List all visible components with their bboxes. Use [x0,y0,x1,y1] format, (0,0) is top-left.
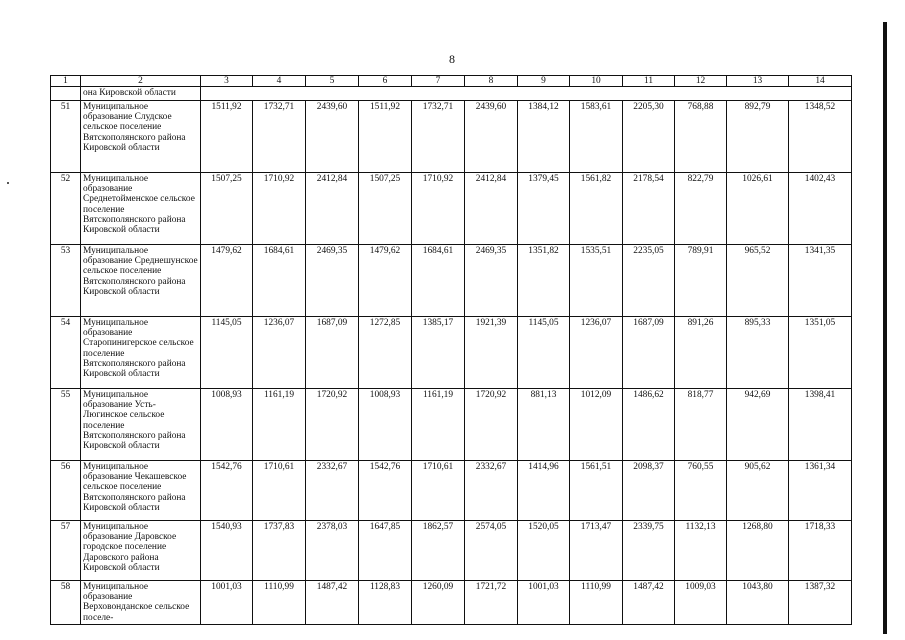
value-cell: 1351,82 [518,244,570,316]
value-cell: 2235,05 [623,244,675,316]
value-cell: 1721,72 [465,580,518,624]
row-number: 53 [51,244,81,316]
value-cell: 2574,05 [465,520,518,580]
value-cell: 1687,09 [306,316,359,388]
row-number: 57 [51,520,81,580]
value-cell: 1479,62 [201,244,253,316]
value-cell: 2469,35 [306,244,359,316]
municipality-name: Муниципальное образование Чекашевское сельское поселение Вятскополянского района Кировской области [81,460,201,520]
value-cell: 1921,39 [465,316,518,388]
row-number: 56 [51,460,81,520]
value-cell: 1561,82 [570,172,623,244]
value-cell: 2332,67 [306,460,359,520]
value-cell: 1110,99 [570,580,623,624]
column-header-11: 11 [623,76,675,87]
value-cell: 1361,34 [789,460,852,520]
value-cell: 2378,03 [306,520,359,580]
value-cell: 1385,17 [412,316,465,388]
table-row [51,316,852,388]
table-row [51,520,852,580]
page-number: 8 [449,52,455,66]
column-header-7: 7 [412,76,465,87]
value-cell: 1379,45 [518,172,570,244]
column-header-5: 5 [306,76,359,87]
column-header-14: 14 [789,76,852,87]
value-cell: 1732,71 [253,100,306,172]
value-cell: 1710,92 [253,172,306,244]
column-header-1: 1 [51,76,81,87]
value-cell: 1710,92 [412,172,465,244]
column-header-4: 4 [253,76,306,87]
value-cell: 1260,09 [412,580,465,624]
value-cell: 1487,42 [623,580,675,624]
scan-speck [7,182,9,184]
value-cell: 1398,41 [789,388,852,460]
data-table [50,75,852,625]
value-cell: 2205,30 [623,100,675,172]
column-header-2: 2 [81,76,201,87]
table-row [51,100,852,172]
value-cell: 822,79 [675,172,727,244]
value-cell: 1414,96 [518,460,570,520]
value-cell: 768,88 [675,100,727,172]
value-cell: 1561,51 [570,460,623,520]
value-cell: 1732,71 [412,100,465,172]
value-cell: 2412,84 [465,172,518,244]
value-cell: 1132,13 [675,520,727,580]
column-header-13: 13 [727,76,789,87]
value-cell: 1542,76 [359,460,412,520]
value-cell: 1043,80 [727,580,789,624]
row-number: 55 [51,388,81,460]
value-cell: 1387,32 [789,580,852,624]
value-cell: 1009,03 [675,580,727,624]
value-cell: 1402,43 [789,172,852,244]
value-cell: 1487,42 [306,580,359,624]
value-cell: 1720,92 [306,388,359,460]
value-cell: 2439,60 [465,100,518,172]
value-cell: 1647,85 [359,520,412,580]
municipality-name: Муниципальное образование Старопинигерское сельское поселение Вятскополянского района Кировской области [81,316,201,388]
value-cell: 1687,09 [623,316,675,388]
municipality-name: Муниципальное образование Даровское городское поселение Даровского района Кировской области [81,520,201,580]
value-cell: 1507,25 [359,172,412,244]
value-cell: 1862,57 [412,520,465,580]
value-cell: 1684,61 [412,244,465,316]
value-cell: 1161,19 [253,388,306,460]
value-cell: 1236,07 [570,316,623,388]
value-cell: 1145,05 [201,316,253,388]
value-cell: 2332,67 [465,460,518,520]
row-number: 58 [51,580,81,624]
scan-edge-line [883,22,887,634]
value-cell: 1341,35 [789,244,852,316]
table-row [51,244,852,316]
value-cell: 1737,83 [253,520,306,580]
row-number: 51 [51,100,81,172]
value-cell: 2178,54 [623,172,675,244]
value-cell: 1542,76 [201,460,253,520]
value-cell: 891,26 [675,316,727,388]
column-header-12: 12 [675,76,727,87]
table-header-row [51,76,852,87]
table-row [51,460,852,520]
municipality-name: Муниципальное образование Среднетойменское сельское поселение Вятскополянского района Кировской области [81,172,201,244]
table-row [51,172,852,244]
municipality-name: Муниципальное образование Среднешунское сельское поселение Вятскополянского района Кировской области [81,244,201,316]
value-cell: 2439,60 [306,100,359,172]
value-cell: 1268,80 [727,520,789,580]
value-cell: 1720,92 [465,388,518,460]
value-cell: 1026,61 [727,172,789,244]
value-cell: 2098,37 [623,460,675,520]
municipality-name: Муниципальное образование Верховонданское сельское поселе- [81,580,201,624]
value-cell: 1384,12 [518,100,570,172]
value-cell: 942,69 [727,388,789,460]
value-cell: 1008,93 [201,388,253,460]
value-cell: 818,77 [675,388,727,460]
value-cell: 1161,19 [412,388,465,460]
value-cell: 1710,61 [253,460,306,520]
value-cell: 2412,84 [306,172,359,244]
continuation-text: она Кировской области [81,87,201,100]
value-cell: 892,79 [727,100,789,172]
value-cell: 760,55 [675,460,727,520]
value-cell: 895,33 [727,316,789,388]
value-cell: 1001,03 [201,580,253,624]
column-header-6: 6 [359,76,412,87]
value-cell: 1351,05 [789,316,852,388]
table-row [51,580,852,624]
row-number: 52 [51,172,81,244]
table-cell [51,87,81,100]
value-cell: 1236,07 [253,316,306,388]
value-cell: 1128,83 [359,580,412,624]
value-cell: 1535,51 [570,244,623,316]
value-cell: 881,13 [518,388,570,460]
value-cell: 1710,61 [412,460,465,520]
value-cell: 1486,62 [623,388,675,460]
value-cell: 1713,47 [570,520,623,580]
value-cell: 1008,93 [359,388,412,460]
table-cell [201,87,852,100]
value-cell: 1511,92 [201,100,253,172]
value-cell: 1583,61 [570,100,623,172]
value-cell: 1479,62 [359,244,412,316]
municipality-name: Муниципальное образование Слудское сельское поселение Вятскополянского района Кировской области [81,100,201,172]
continuation-row [51,87,852,100]
column-header-3: 3 [201,76,253,87]
municipality-name: Муниципальное образование Усть-Люгинское сельское поселение Вятскополянского района Кировской области [81,388,201,460]
table-row [51,388,852,460]
value-cell: 1272,85 [359,316,412,388]
value-cell: 1684,61 [253,244,306,316]
row-number: 54 [51,316,81,388]
value-cell: 1012,09 [570,388,623,460]
value-cell: 1348,52 [789,100,852,172]
value-cell: 1520,05 [518,520,570,580]
value-cell: 1718,33 [789,520,852,580]
value-cell: 905,62 [727,460,789,520]
value-cell: 2469,35 [465,244,518,316]
value-cell: 1540,93 [201,520,253,580]
value-cell: 1110,99 [253,580,306,624]
value-cell: 1511,92 [359,100,412,172]
value-cell: 2339,75 [623,520,675,580]
value-cell: 1507,25 [201,172,253,244]
value-cell: 1001,03 [518,580,570,624]
column-header-9: 9 [518,76,570,87]
column-header-8: 8 [465,76,518,87]
value-cell: 965,52 [727,244,789,316]
value-cell: 789,91 [675,244,727,316]
value-cell: 1145,05 [518,316,570,388]
column-header-10: 10 [570,76,623,87]
